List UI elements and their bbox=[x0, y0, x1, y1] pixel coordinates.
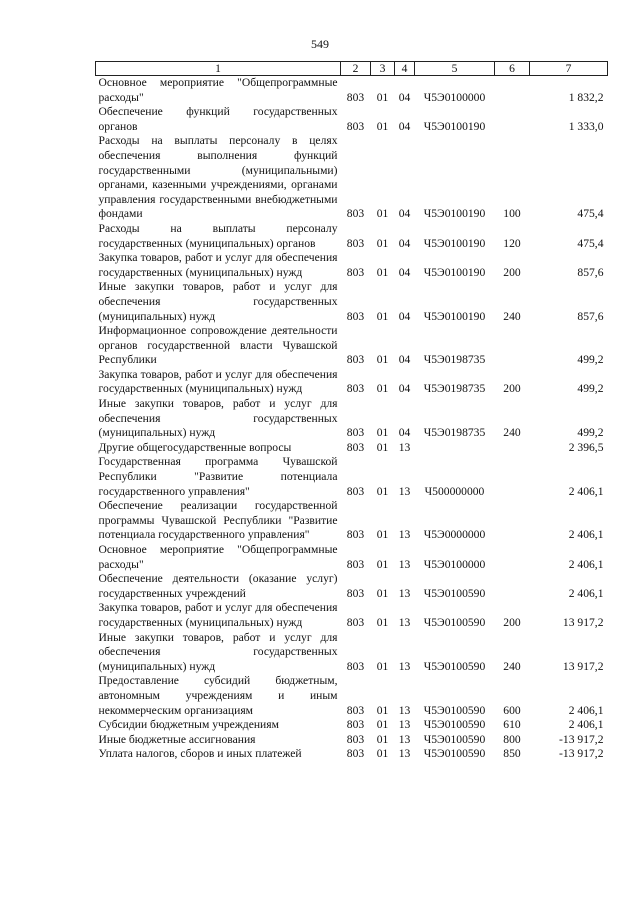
row-amount: 2 406,1 bbox=[568, 484, 604, 498]
row-target-item-code: Ч5Э0000000 bbox=[423, 528, 486, 542]
table-row bbox=[96, 733, 608, 748]
row-amount: 2 396,5 bbox=[568, 440, 604, 454]
row-ministry-code: 803 bbox=[346, 528, 365, 542]
row-ministry-code: 803 bbox=[346, 119, 365, 133]
row-section-code: 01 bbox=[376, 265, 389, 279]
row-expense-type-code: 800 bbox=[503, 732, 521, 746]
row-amount: 499,2 bbox=[577, 426, 604, 440]
row-subsection-code: 13 bbox=[398, 615, 411, 629]
row-target-item-code: Ч5Э0100590 bbox=[423, 615, 486, 629]
row-expense-type-code: 200 bbox=[503, 265, 521, 279]
row-amount: 2 406,1 bbox=[568, 528, 604, 542]
row-subsection-code: 13 bbox=[398, 747, 411, 761]
row-target-item-code: Ч5Э0198735 bbox=[423, 426, 486, 440]
table-row bbox=[96, 76, 608, 106]
row-section-code: 01 bbox=[376, 426, 389, 440]
row-name: Закупка товаров, работ и услуг для обеспечения государственных (муниципальных) нужд bbox=[98, 251, 338, 279]
row-subsection-code: 13 bbox=[398, 440, 411, 454]
table-row bbox=[96, 572, 608, 601]
row-subsection-code: 13 bbox=[398, 557, 411, 571]
row-expense-type-code bbox=[495, 499, 530, 543]
row-target-item-code: Ч5Э0100190 bbox=[423, 119, 486, 133]
row-target-item-code: Ч5Э0100590 bbox=[423, 747, 486, 761]
row-amount: 13 917,2 bbox=[562, 615, 604, 629]
row-subsection-code: 04 bbox=[398, 309, 411, 323]
table-row bbox=[96, 324, 608, 368]
row-expense-type-code: 100 bbox=[503, 207, 521, 221]
row-section-code: 01 bbox=[376, 615, 389, 629]
row-name: Уплата налогов, сборов и иных платежей bbox=[98, 747, 302, 761]
budget-table bbox=[95, 61, 608, 762]
table-row bbox=[96, 674, 608, 718]
row-name: Другие общегосударственные вопросы bbox=[98, 440, 292, 454]
row-expense-type-code: 200 bbox=[503, 382, 521, 396]
table-row bbox=[96, 441, 608, 456]
row-target-item-code: Ч5Э0100190 bbox=[423, 236, 486, 250]
row-ministry-code: 803 bbox=[346, 747, 365, 761]
row-name: Субсидии бюджетным учреждениям bbox=[98, 718, 279, 732]
table-row bbox=[96, 368, 608, 397]
row-amount: 1 832,2 bbox=[568, 90, 604, 104]
row-subsection-code: 13 bbox=[398, 732, 411, 746]
row-target-item-code: Ч5Э0100590 bbox=[423, 718, 486, 732]
row-section-code: 01 bbox=[376, 557, 389, 571]
column-header: 1 bbox=[96, 62, 341, 76]
row-ministry-code: 803 bbox=[346, 615, 365, 629]
row-section-code: 01 bbox=[376, 440, 389, 454]
row-expense-type-code bbox=[495, 76, 530, 106]
row-ministry-code: 803 bbox=[346, 586, 365, 600]
row-section-code: 01 bbox=[376, 353, 389, 367]
row-expense-type-code: 240 bbox=[503, 309, 521, 323]
row-expense-type-code bbox=[495, 543, 530, 572]
row-name: Иные закупки товаров, работ и услуг для обеспечения государственных (муниципальных) нужд bbox=[98, 280, 338, 323]
row-section-code: 01 bbox=[376, 586, 389, 600]
row-target-item-code: Ч5Э0100000 bbox=[423, 90, 486, 104]
row-section-code: 01 bbox=[376, 119, 389, 133]
row-expense-type-code: 240 bbox=[503, 426, 521, 440]
row-subsection-code: 04 bbox=[398, 207, 411, 221]
row-section-code: 01 bbox=[376, 236, 389, 250]
row-target-item-code: Ч5Э0100590 bbox=[423, 703, 486, 717]
row-ministry-code: 803 bbox=[346, 732, 365, 746]
row-name: Обеспечение реализации государственной программы Чувашской Республики "Развитие потенциала государственного управления" bbox=[98, 499, 338, 542]
row-subsection-code: 04 bbox=[398, 426, 411, 440]
row-subsection-code: 13 bbox=[398, 659, 411, 673]
column-header: 5 bbox=[415, 62, 495, 76]
row-ministry-code: 803 bbox=[346, 236, 365, 250]
row-subsection-code: 13 bbox=[398, 484, 411, 498]
row-name: Расходы на выплаты персоналу в целях обеспечения выполнения функций государственными (муниципальными) органами, казенными учреждениями, органами управления государственными внебюджетными фондами bbox=[98, 134, 338, 221]
row-subsection-code: 13 bbox=[398, 528, 411, 542]
row-expense-type-code: 610 bbox=[503, 718, 521, 732]
table-header-row bbox=[96, 62, 608, 76]
row-target-item-code: Ч5Э0100590 bbox=[423, 586, 486, 600]
table-row bbox=[96, 222, 608, 251]
row-expense-type-code bbox=[495, 105, 530, 134]
row-amount: 2 406,1 bbox=[568, 703, 604, 717]
table-row bbox=[96, 631, 608, 675]
row-expense-type-code bbox=[495, 324, 530, 368]
row-ministry-code: 803 bbox=[346, 484, 365, 498]
row-ministry-code: 803 bbox=[346, 90, 365, 104]
row-name: Информационное сопровождение деятельности органов государственной власти Чувашской Республики bbox=[98, 324, 338, 367]
row-target-item-code: Ч5Э0100590 bbox=[423, 732, 486, 746]
table-row bbox=[96, 280, 608, 324]
row-expense-type-code: 120 bbox=[503, 236, 521, 250]
row-amount: 475,4 bbox=[577, 207, 604, 221]
row-amount: 2 406,1 bbox=[568, 557, 604, 571]
row-name: Закупка товаров, работ и услуг для обеспечения государственных (муниципальных) нужд bbox=[98, 601, 338, 629]
row-expense-type-code bbox=[495, 572, 530, 601]
row-name: Обеспечение функций государственных органов bbox=[98, 105, 338, 133]
row-amount: -13 917,2 bbox=[559, 747, 604, 761]
row-name: Иные закупки товаров, работ и услуг для обеспечения государственных (муниципальных) нужд bbox=[98, 397, 338, 440]
row-ministry-code: 803 bbox=[346, 440, 365, 454]
table-row bbox=[96, 718, 608, 733]
row-name: Закупка товаров, работ и услуг для обеспечения государственных (муниципальных) нужд bbox=[98, 367, 338, 396]
row-subsection-code: 04 bbox=[398, 119, 411, 133]
row-target-item-code: Ч5Э0100190 bbox=[423, 265, 486, 279]
column-header: 2 bbox=[341, 62, 371, 76]
row-expense-type-code: 600 bbox=[503, 703, 521, 717]
row-section-code: 01 bbox=[376, 718, 389, 732]
page-number: 549 bbox=[311, 37, 329, 51]
row-name: Основное мероприятие "Общепрограммные расходы" bbox=[98, 543, 338, 571]
table-row bbox=[96, 499, 608, 543]
row-target-item-code: Ч5Э0100000 bbox=[423, 557, 486, 571]
row-subsection-code: 13 bbox=[398, 586, 411, 600]
row-ministry-code: 803 bbox=[346, 703, 365, 717]
row-section-code: 01 bbox=[376, 747, 389, 761]
column-header: 6 bbox=[495, 62, 530, 76]
row-subsection-code: 04 bbox=[398, 90, 411, 104]
row-name: Обеспечение деятельности (оказание услуг) государственных учреждений bbox=[98, 572, 338, 600]
row-section-code: 01 bbox=[376, 207, 389, 221]
row-ministry-code: 803 bbox=[346, 557, 365, 571]
table-row bbox=[96, 455, 608, 499]
row-section-code: 01 bbox=[376, 528, 389, 542]
row-amount: 475,4 bbox=[577, 236, 604, 250]
row-name: Иные закупки товаров, работ и услуг для обеспечения государственных (муниципальных) нужд bbox=[98, 630, 338, 673]
row-expense-type-code bbox=[495, 455, 530, 499]
row-section-code: 01 bbox=[376, 90, 389, 104]
row-subsection-code: 04 bbox=[398, 236, 411, 250]
row-amount: -13 917,2 bbox=[559, 732, 604, 746]
row-section-code: 01 bbox=[376, 382, 389, 396]
row-name: Предоставление субсидий бюджетным, автономным учреждениям и иным некоммерческим организациям bbox=[98, 674, 338, 717]
row-expense-type-code: 850 bbox=[503, 747, 521, 761]
row-target-item-code bbox=[415, 441, 495, 456]
row-ministry-code: 803 bbox=[346, 207, 365, 221]
row-target-item-code: Ч5Э0100590 bbox=[423, 659, 486, 673]
table-row bbox=[96, 134, 608, 222]
row-target-item-code: Ч5Э0198735 bbox=[423, 382, 486, 396]
row-amount: 499,2 bbox=[577, 382, 604, 396]
row-amount: 13 917,2 bbox=[562, 659, 604, 673]
row-target-item-code: Ч5Э0100190 bbox=[423, 309, 486, 323]
row-target-item-code: Ч5Э0100190 bbox=[423, 207, 486, 221]
row-name: Основное мероприятие "Общепрограммные расходы" bbox=[98, 76, 338, 104]
table-row bbox=[96, 543, 608, 572]
row-subsection-code: 04 bbox=[398, 382, 411, 396]
row-expense-type-code: 200 bbox=[503, 615, 521, 629]
row-section-code: 01 bbox=[376, 309, 389, 323]
row-ministry-code: 803 bbox=[346, 426, 365, 440]
row-section-code: 01 bbox=[376, 659, 389, 673]
table-row bbox=[96, 747, 608, 762]
row-section-code: 01 bbox=[376, 732, 389, 746]
row-subsection-code: 13 bbox=[398, 703, 411, 717]
row-amount: 499,2 bbox=[577, 353, 604, 367]
row-section-code: 01 bbox=[376, 484, 389, 498]
row-ministry-code: 803 bbox=[346, 309, 365, 323]
row-name: Расходы на выплаты персоналу государственных (муниципальных) органов bbox=[98, 221, 338, 250]
row-amount: 857,6 bbox=[577, 265, 604, 279]
table-row bbox=[96, 105, 608, 134]
row-subsection-code: 04 bbox=[398, 265, 411, 279]
row-ministry-code: 803 bbox=[346, 659, 365, 673]
row-expense-type-code: 240 bbox=[503, 659, 521, 673]
column-header: 3 bbox=[371, 62, 395, 76]
row-expense-type-code bbox=[495, 441, 530, 456]
row-target-item-code: Ч5Э0198735 bbox=[423, 353, 486, 367]
table-body bbox=[96, 76, 608, 762]
row-subsection-code: 13 bbox=[398, 718, 411, 732]
column-header: 7 bbox=[530, 62, 608, 76]
row-name: Иные бюджетные ассигнования bbox=[98, 732, 256, 746]
row-ministry-code: 803 bbox=[346, 353, 365, 367]
column-header: 4 bbox=[395, 62, 415, 76]
row-amount: 2 406,1 bbox=[568, 718, 604, 732]
table-row bbox=[96, 251, 608, 280]
row-ministry-code: 803 bbox=[346, 718, 365, 732]
row-ministry-code: 803 bbox=[346, 382, 365, 396]
table-row bbox=[96, 601, 608, 630]
row-target-item-code: Ч500000000 bbox=[424, 484, 485, 498]
row-name: Государственная программа Чувашской Республики "Развитие потенциала государственного управления" bbox=[98, 455, 338, 498]
row-amount: 1 333,0 bbox=[568, 119, 604, 133]
row-ministry-code: 803 bbox=[346, 265, 365, 279]
table-row bbox=[96, 397, 608, 441]
row-amount: 2 406,1 bbox=[568, 586, 604, 600]
row-amount: 857,6 bbox=[577, 309, 604, 323]
row-section-code: 01 bbox=[376, 703, 389, 717]
row-subsection-code: 04 bbox=[398, 353, 411, 367]
